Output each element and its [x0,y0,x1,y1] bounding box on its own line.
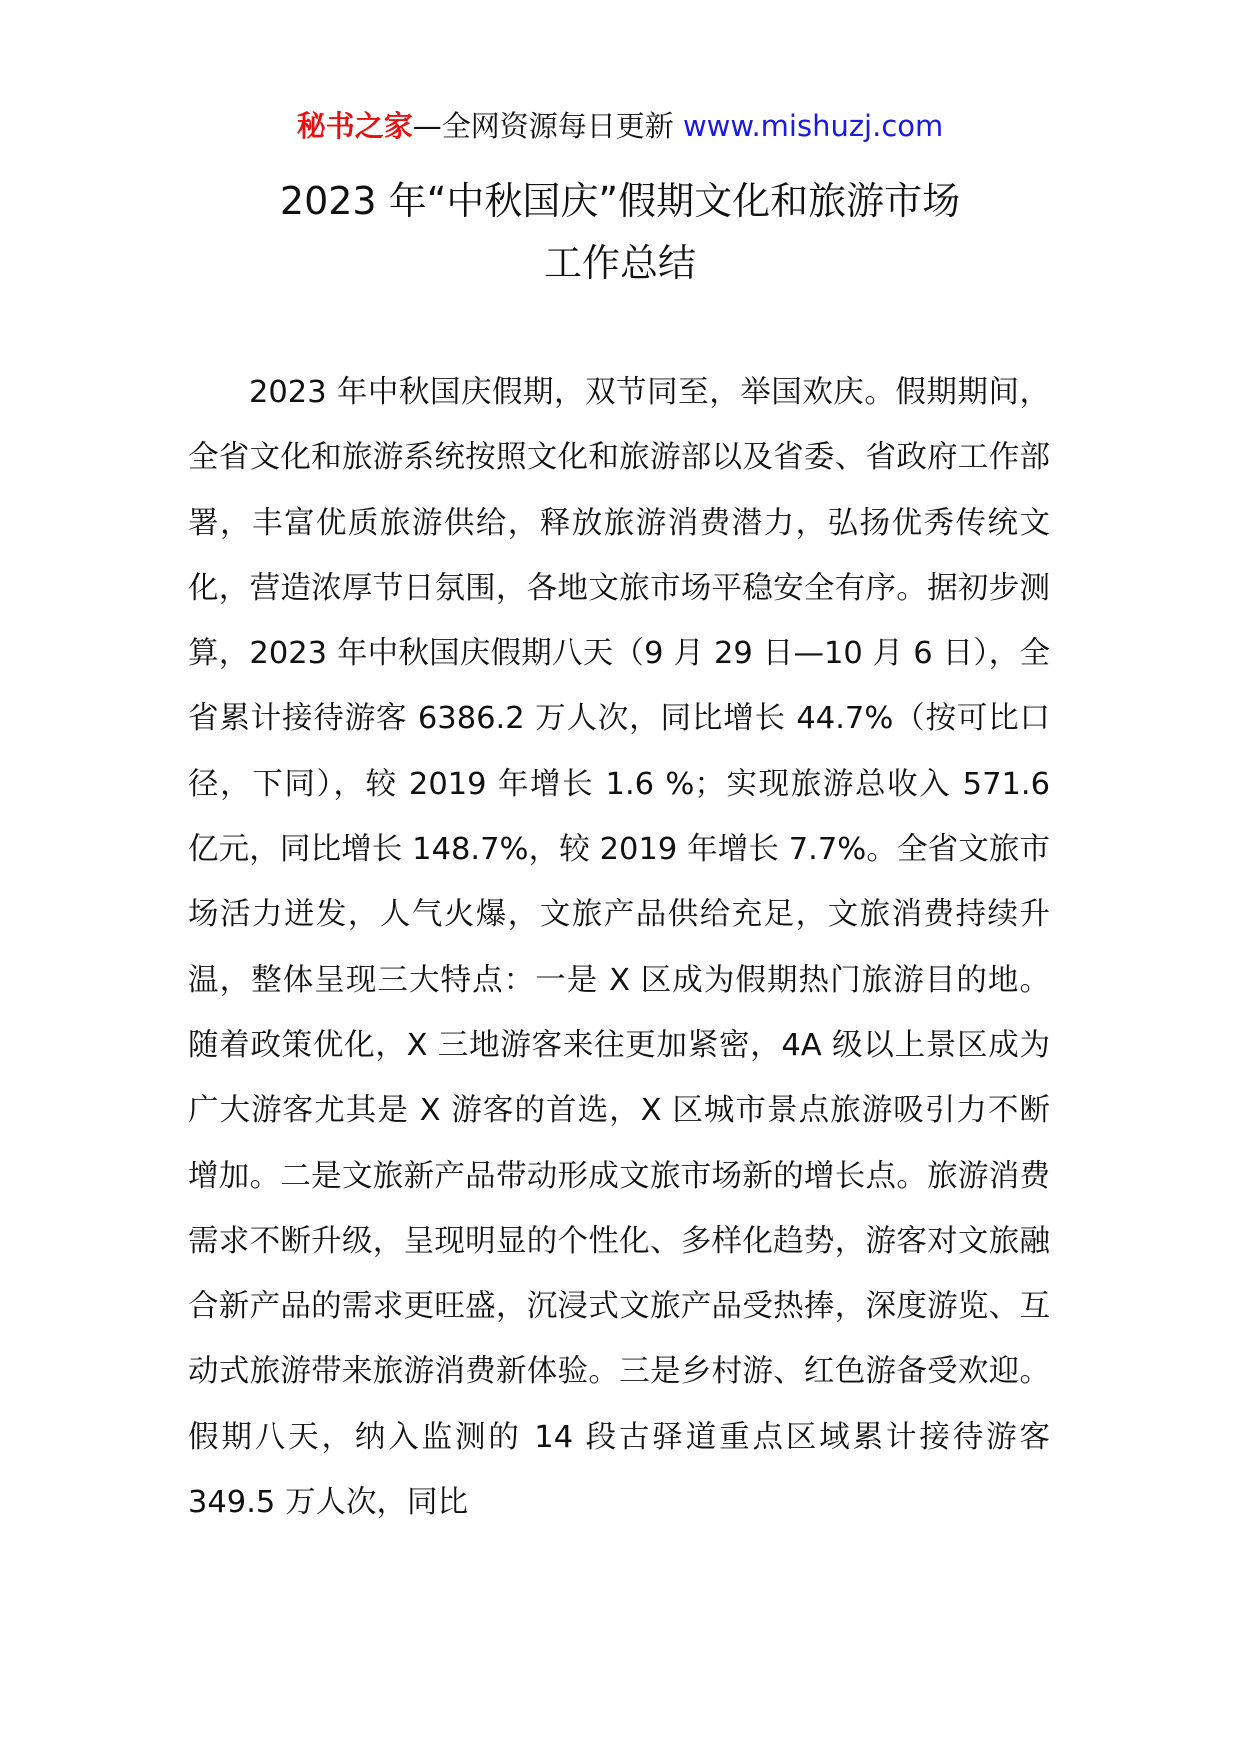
body-paragraph: 2023 年中秋国庆假期，双节同至，举国欢庆。假期期间，全省文化和旅游系统按照文化和旅游部以及省委、省政府工作部署，丰富优质旅游供给，释放旅游消费潜力，弘扬优秀传统文化，营造浓厚节日氛围，各地文旅市场平稳安全有序。据初步测算，2023 年中秋国庆假期八天（9 月 29 日—10 月 6 日），全省累计接待游客 6386.2 万人次，同比增长 44.7%（按可比口径，下同），较 2019 年增长 1.6 %；实现旅游总收入 571.6 亿元，同比增长 148.7%，较 2019 年增长 7.7%。全省文旅市场活力迸发，人气火爆，文旅产品供给充足，文旅消费持续升温，整体呈现三大特点：一是 X 区成为假期热门旅游目的地。随着政策优化，X 三地游客来往更加紧密，4A 级以上景区成为广大游客尤其是 X 游客的首选，X 区城市景点旅游吸引力不断增加。二是文旅新产品带动形成文旅市场新的增长点。旅游消费需求不断升级，呈现明显的个性化、多样化趋势，游客对文旅融合新产品的需求更旺盛，沉浸式文旅产品受热捧，深度游览、互动式旅游带来旅游消费新体验。三是乡村游、红色游备受欢迎。假期八天，纳入监测的 14 段古驿道重点区域累计接待游客 349.5 万人次，同比 [188,375,1050,1521]
document-title [0,170,1240,294]
header-slogan: —全网资源每日更新 [412,109,683,143]
document-title-line-1: 2023 年“中秋国庆”假期文化和旅游市场 [279,179,961,223]
header-url-link[interactable]: www.mishuzj.com [682,109,944,143]
document-title-line-2: 工作总结 [543,241,696,285]
header-brand: 秘书之家 [296,109,413,143]
watermark-header [0,104,1240,148]
